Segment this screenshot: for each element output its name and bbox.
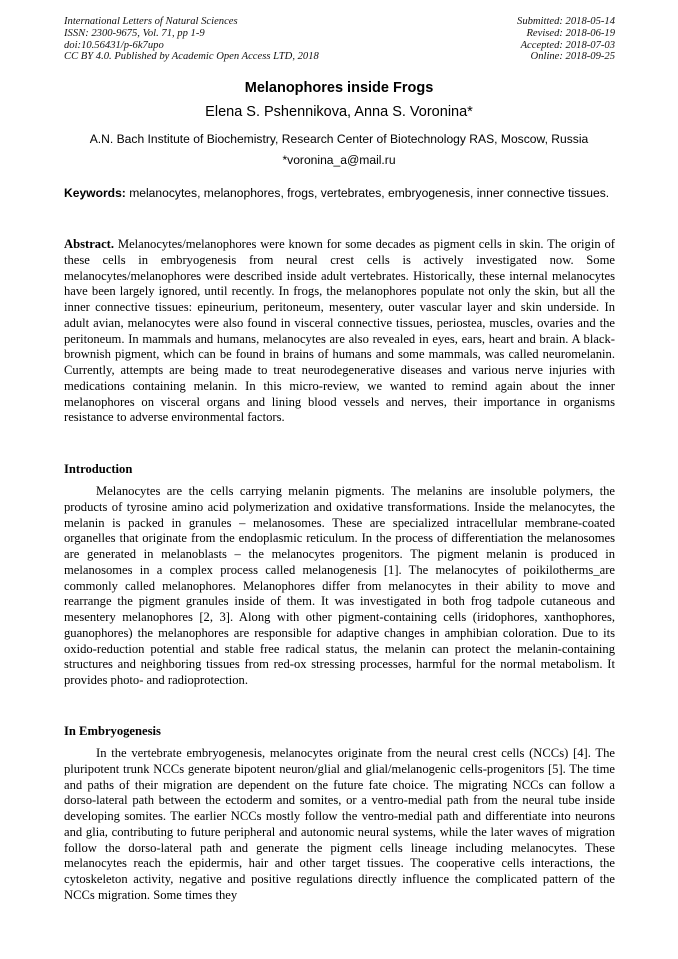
paper-title: Melanophores inside Frogs bbox=[244, 80, 434, 96]
author-list: Elena S. Pshennikova, Anna S. Voronina* bbox=[205, 104, 473, 120]
affiliation: A.N. Bach Institute of Biochemistry, Research Center of Biotechnology RAS, Moscow, Russia bbox=[89, 132, 589, 146]
accepted-date: Accepted: 2018-07-03 bbox=[520, 39, 615, 51]
keywords-label: Keywords: bbox=[64, 186, 126, 200]
doi-line: doi:10.56431/p-6k7upo bbox=[64, 39, 164, 51]
journal-name: International Letters of Natural Sciences bbox=[64, 16, 238, 27]
journal-info bbox=[64, 16, 319, 63]
license-line: CC BY 4.0. Published by Academic Open Access LTD, 2018 bbox=[64, 51, 319, 63]
online-date: Online: 2018-09-25 bbox=[530, 51, 615, 63]
issn-line: ISSN: 2300-9675, Vol. 71, pp 1-9 bbox=[64, 27, 205, 39]
abstract bbox=[64, 237, 615, 426]
abstract-label: Abstract. bbox=[64, 237, 115, 251]
introduction-paragraph: Melanocytes are the cells carrying melanin pigments. The melanins are insoluble polymers, the products of tyrosine amino acid polymerization and oxidative transformations. Inside the melanocytes, the melanin is packed in granules – melanosomes. These are specialized intracellular membrane-coated organelles that originate from the endoplasmic reticulum. In the process of differentiation the melanosomes are generated in melanoblasts – the melanocytes progenitors. The pigment melanin is produced in melanosomes in a complex process called melanogenesis [1]. The melanocytes of poikilotherms_are commonly called melanophores. Melanophores differ from melanocytes in their ability to move and rearrange the pigment granules inside of them. It was investigated in both frog tadpole cutaneous and mesentery melanophores [2, 3]. Along with other pigment-containing cells (iridophores, xanthophores, guanophores) the melanophores are responsible for adaptive changes in amphibian coloration. Due to its oxido-reduction potential and stable free radical status, the melanin can protect the melanin-containing structures and neighboring tissues from red-ox stressing processes, harmful for the normal metabolism. It provides photo- and radioprotection. bbox=[64, 484, 615, 687]
submitted-date: Submitted: 2018-05-14 bbox=[517, 16, 615, 27]
keywords-text: melanocytes, melanophores, frogs, vertebrates, embryogenesis, inner connective tissues. bbox=[125, 186, 610, 200]
corresponding-email: *voronina_a@mail.ru bbox=[282, 153, 396, 167]
submission-dates bbox=[517, 16, 615, 63]
embryogenesis-heading: In Embryogenesis bbox=[64, 724, 161, 738]
keywords bbox=[64, 186, 614, 201]
introduction-heading: Introduction bbox=[64, 462, 133, 476]
abstract-text: Melanocytes/melanophores were known for some decades as pigment cells in skin. The origin of these cells in embryogenesis from neural crest cells is actively investigated now. Some melanocytes/melanophores were described inside adult vertebrates. Historically, these internal melanocytes have been largely ignored, until recently. In frogs, the melanophores populate not only the skin, but all the inner connective tissues: epineurium, peritoneum, mesentery, outer vascular layer and skin underside. In adult avian, melanocytes were also found in visceral connective tissues, periostea, muscles, ovaries and the peritoneum. In mammals and humans, melanocytes are also revealed in eyes, ears, heart and brain. A black-brownish pigment, which can be found in brains of humans and some mammals, was called neuromelanin. Currently, attempts are being made to treat neurodegenerative diseases and various nerve injuries with medications containing melanin. In this micro-review, we wanted to remind again about the inner melanophores on visceral organs and lining blood vessels and nerves, their importance in organisms resistance to adverse environmental factors. bbox=[64, 237, 615, 425]
revised-date: Revised: 2018-06-19 bbox=[526, 27, 615, 39]
embryogenesis-paragraph: In the vertebrate embryogenesis, melanocytes originate from the neural crest cells (NCCs) [4]. The pluripotent trunk NCCs generate bipotent neuron/glial and glial/melanogenic cells-progenitors [5]. The time and paths of their migration are dependent on the future fate choice. The migrating NCCs can follow a dorso-lateral path between the ectoderm and somites, or a ventro-medial path from the neural tube inside developing somites. The earlier NCCs mostly follow the ventro-medial path and differentiate into neurons and glia, contributing to future peripheral and autonomic neural systems, while the later waves of migration follow the dorso-lateral path and generate the pigment cells lineage including melanocytes. These melanocytes reach the epidermis, hair and other target tissues. The cooperative cells interactions, the cytoskeleton activity, negative and positive regulations directly influence the complicated pattern of the NCCs migration. Some times they bbox=[64, 746, 615, 902]
